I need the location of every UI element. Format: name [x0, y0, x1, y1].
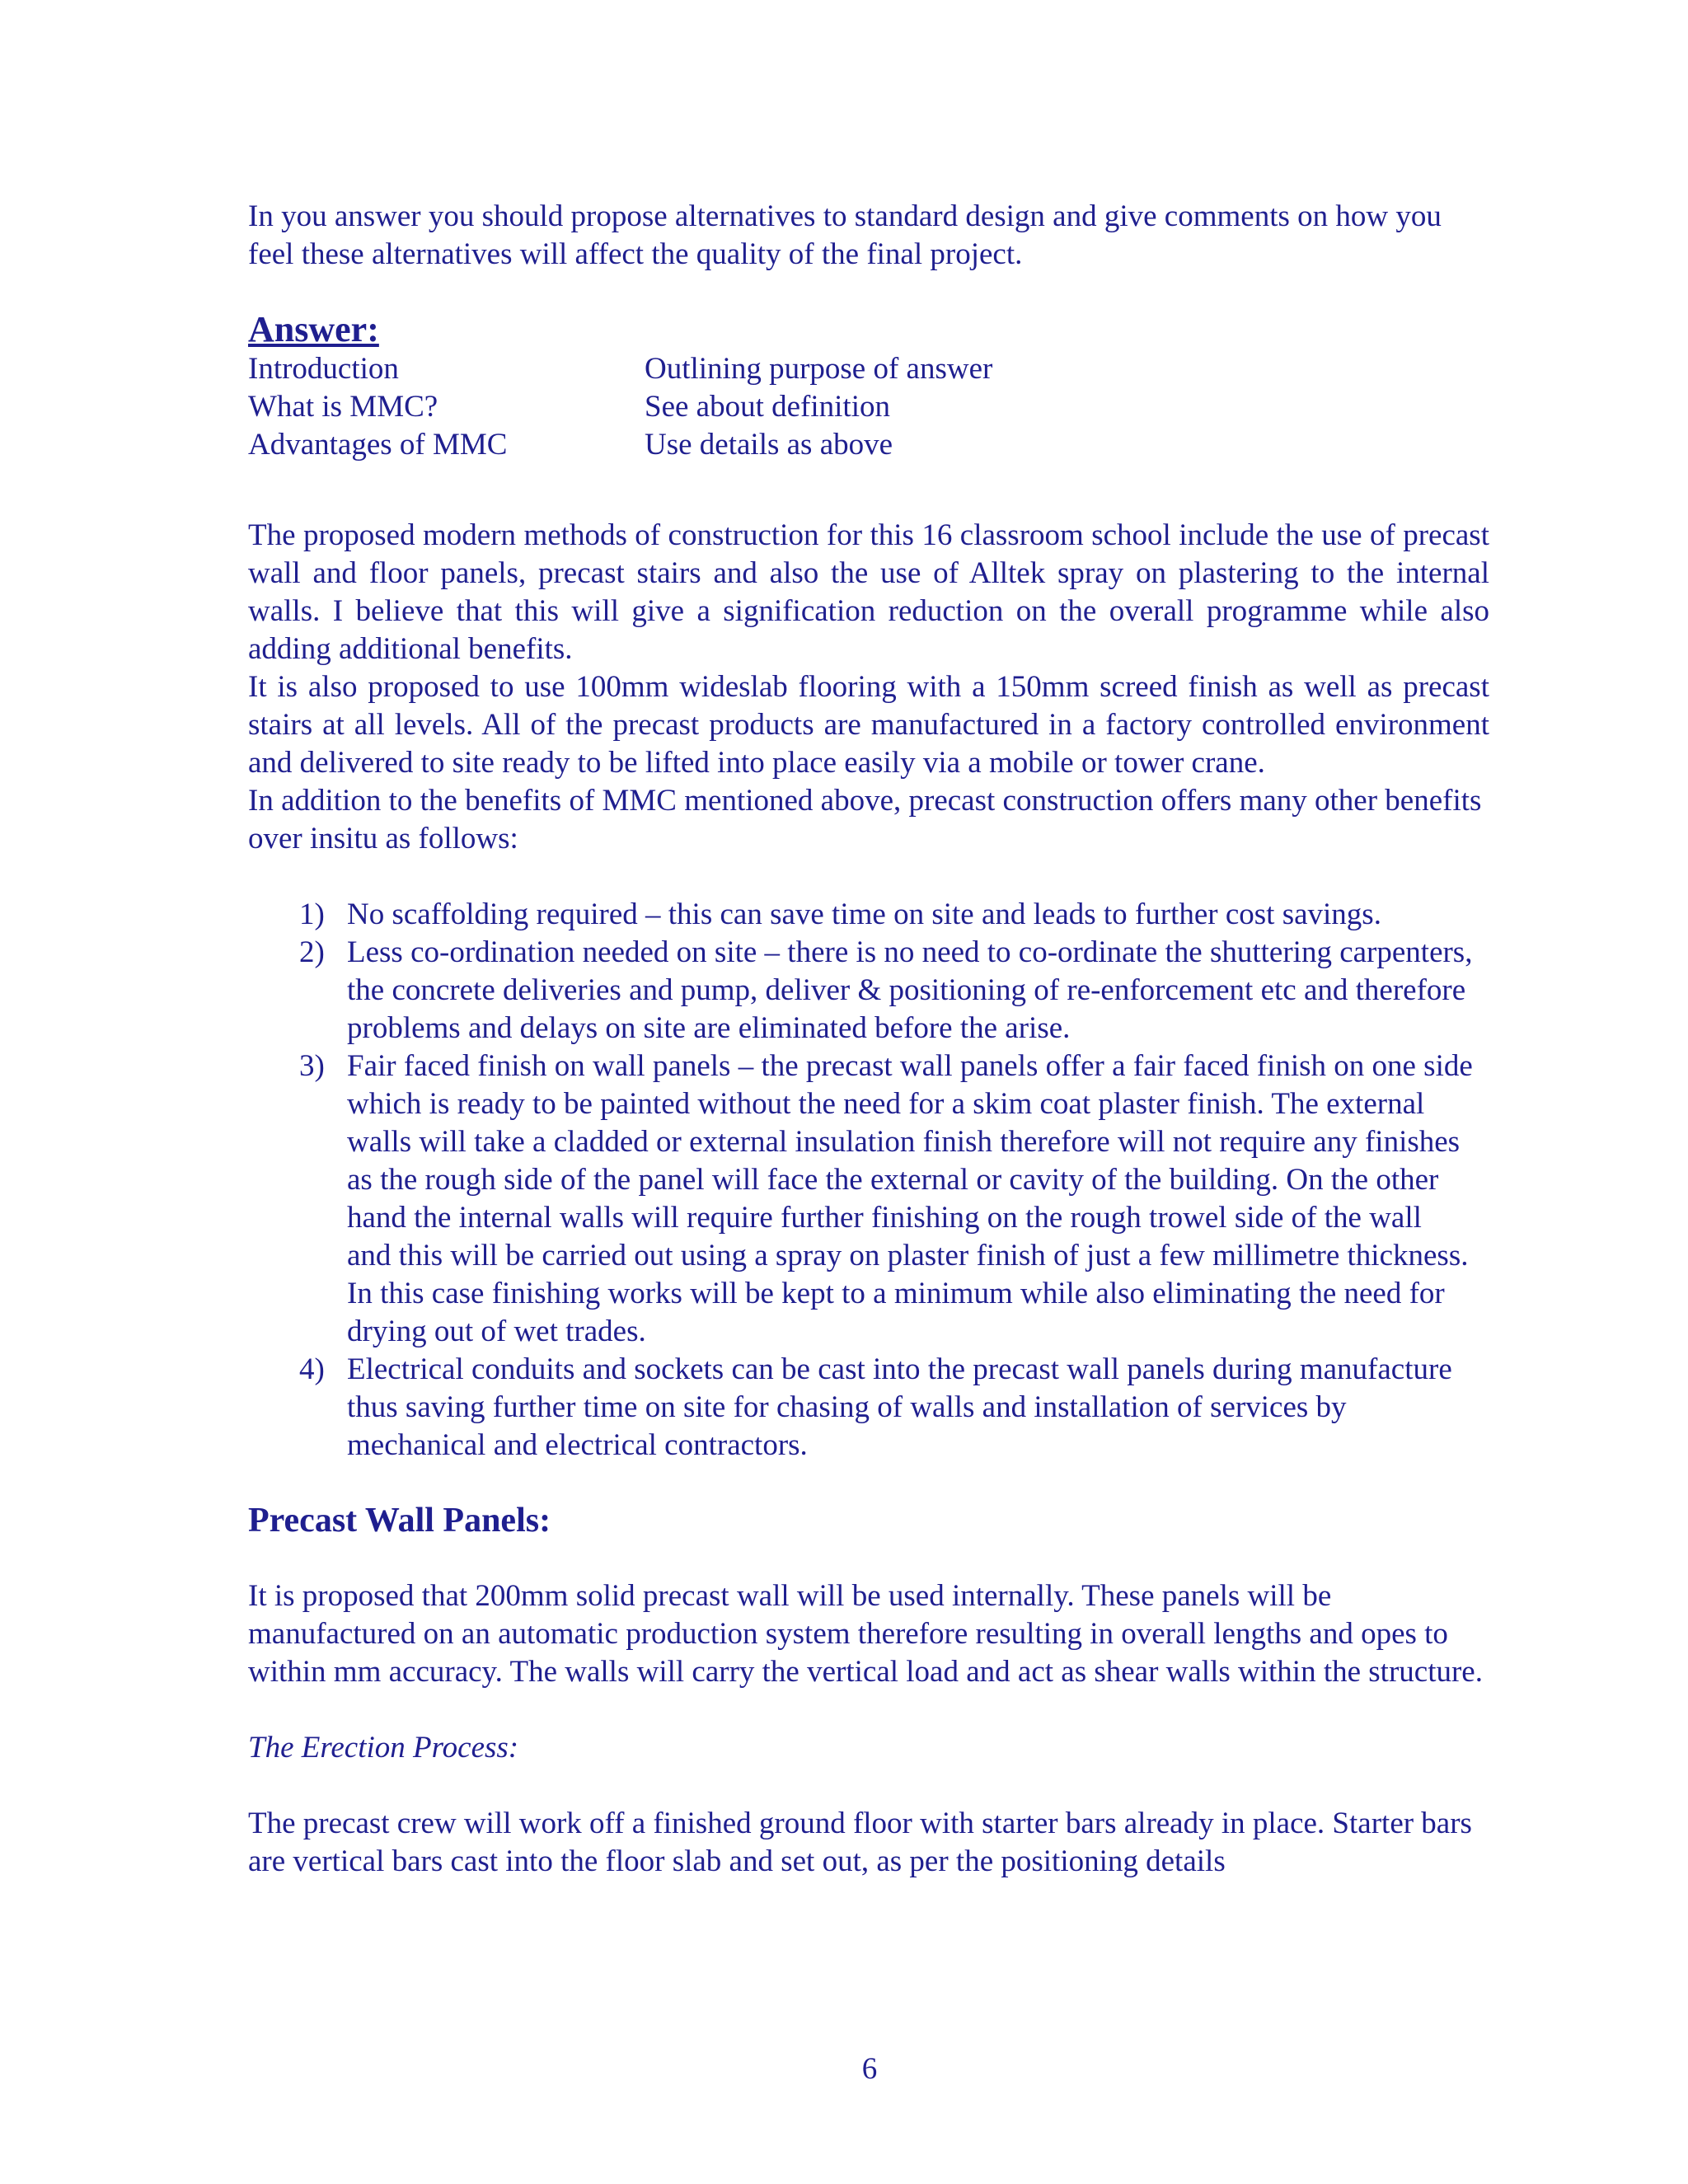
page-number: 6 — [861, 2052, 878, 2086]
document-page — [248, 198, 1489, 1881]
section-heading-precast-wall-panels: Precast Wall Panels: — [248, 1502, 551, 1540]
wideslab-paragraph: It is also proposed to use 100mm wideslab flooring with a 150mm screed finish as well as precast stairs at all levels. All of the precast products are manufactured in a factory controlled environment and delivered to site ready to be lifted into place easily via a mobile or tower crane. — [248, 670, 1489, 780]
outline-note: See about definition — [645, 390, 890, 424]
benefit-number: 4) — [299, 1352, 325, 1386]
intro-paragraph: In you answer you should propose alternatives to standard design and give comments on how you feel these alternatives will affect the quality of the final project. — [248, 199, 1442, 271]
outline-row — [248, 350, 1489, 388]
outline-topic: Advantages of MMC — [248, 428, 508, 462]
benefit-item — [248, 896, 1489, 934]
benefit-item — [248, 1047, 1489, 1351]
benefit-number: 1) — [299, 898, 325, 931]
outline-note: Use details as above — [645, 428, 893, 462]
benefits-intro-paragraph: In addition to the benefits of MMC mentioned above, precast construction offers many other benefits over insitu as follows: — [248, 784, 1482, 855]
outline-row — [248, 388, 1489, 426]
benefit-item — [248, 1351, 1489, 1465]
outline-topic: Introduction — [248, 352, 399, 386]
precast-wall-paragraph: It is proposed that 200mm solid precast wall will be used internally. These panels will be manufactured on an automatic production system therefore resulting in overall lengths and opes to within mm accuracy. The walls will carry the vertical load and act as shear walls within the structure. — [248, 1579, 1483, 1689]
erection-process-subheading: The Erection Process: — [248, 1731, 519, 1765]
benefit-number: 2) — [299, 935, 325, 969]
benefits-list — [248, 896, 1489, 1465]
outline-row — [248, 426, 1489, 464]
erection-paragraph: The precast crew will work off a finished ground floor with starter bars already in place. Starter bars are vertical bars cast into the floor slab and set out, as per the positioning details — [248, 1807, 1472, 1878]
answer-heading: Answer: — [248, 309, 379, 349]
benefit-text: Electrical conduits and sockets can be cast into the precast wall panels during manufacture thus saving further time on site for chasing of walls and installation of services by mechanical and electrical contractors. — [347, 1352, 1452, 1462]
outline-topic: What is MMC? — [248, 390, 438, 424]
proposal-paragraph: The proposed modern methods of construction for this 16 classroom school include the use of precast wall and floor panels, precast stairs and also the use of Alltek spray on plastering to the internal walls. I believe that this will give a signification reduction on the overall programme while also adding additional benefits. — [248, 518, 1489, 666]
benefit-text: No scaffolding required – this can save time on site and leads to further cost savings. — [347, 898, 1381, 931]
proposal-body — [248, 517, 1489, 858]
benefit-text: Fair faced finish on wall panels – the precast wall panels offer a fair faced finish on one side which is ready to be painted without the need for a skim coat plaster finish. The external walls will take a cladded or external insulation finish therefore will not require any finishes as the rough side of the panel will face the external or cavity of the building. On the other hand the internal walls will require further finishing on the rough trowel side of the wall and this will be carried out using a spray on plaster finish of just a few millimetre thickness. In this case finishing works will be kept to a minimum while also eliminating the need for drying out of wet trades. — [347, 1049, 1473, 1348]
benefit-text: Less co-ordination needed on site – there is no need to co-ordinate the shuttering carpenters, the concrete deliveries and pump, deliver & positioning of re-enforcement etc and therefore problems and delays on site are eliminated before the arise. — [347, 935, 1473, 1045]
benefit-item — [248, 934, 1489, 1047]
benefit-number: 3) — [299, 1049, 325, 1083]
outline-note: Outlining purpose of answer — [645, 352, 993, 386]
answer-outline — [248, 350, 1489, 464]
